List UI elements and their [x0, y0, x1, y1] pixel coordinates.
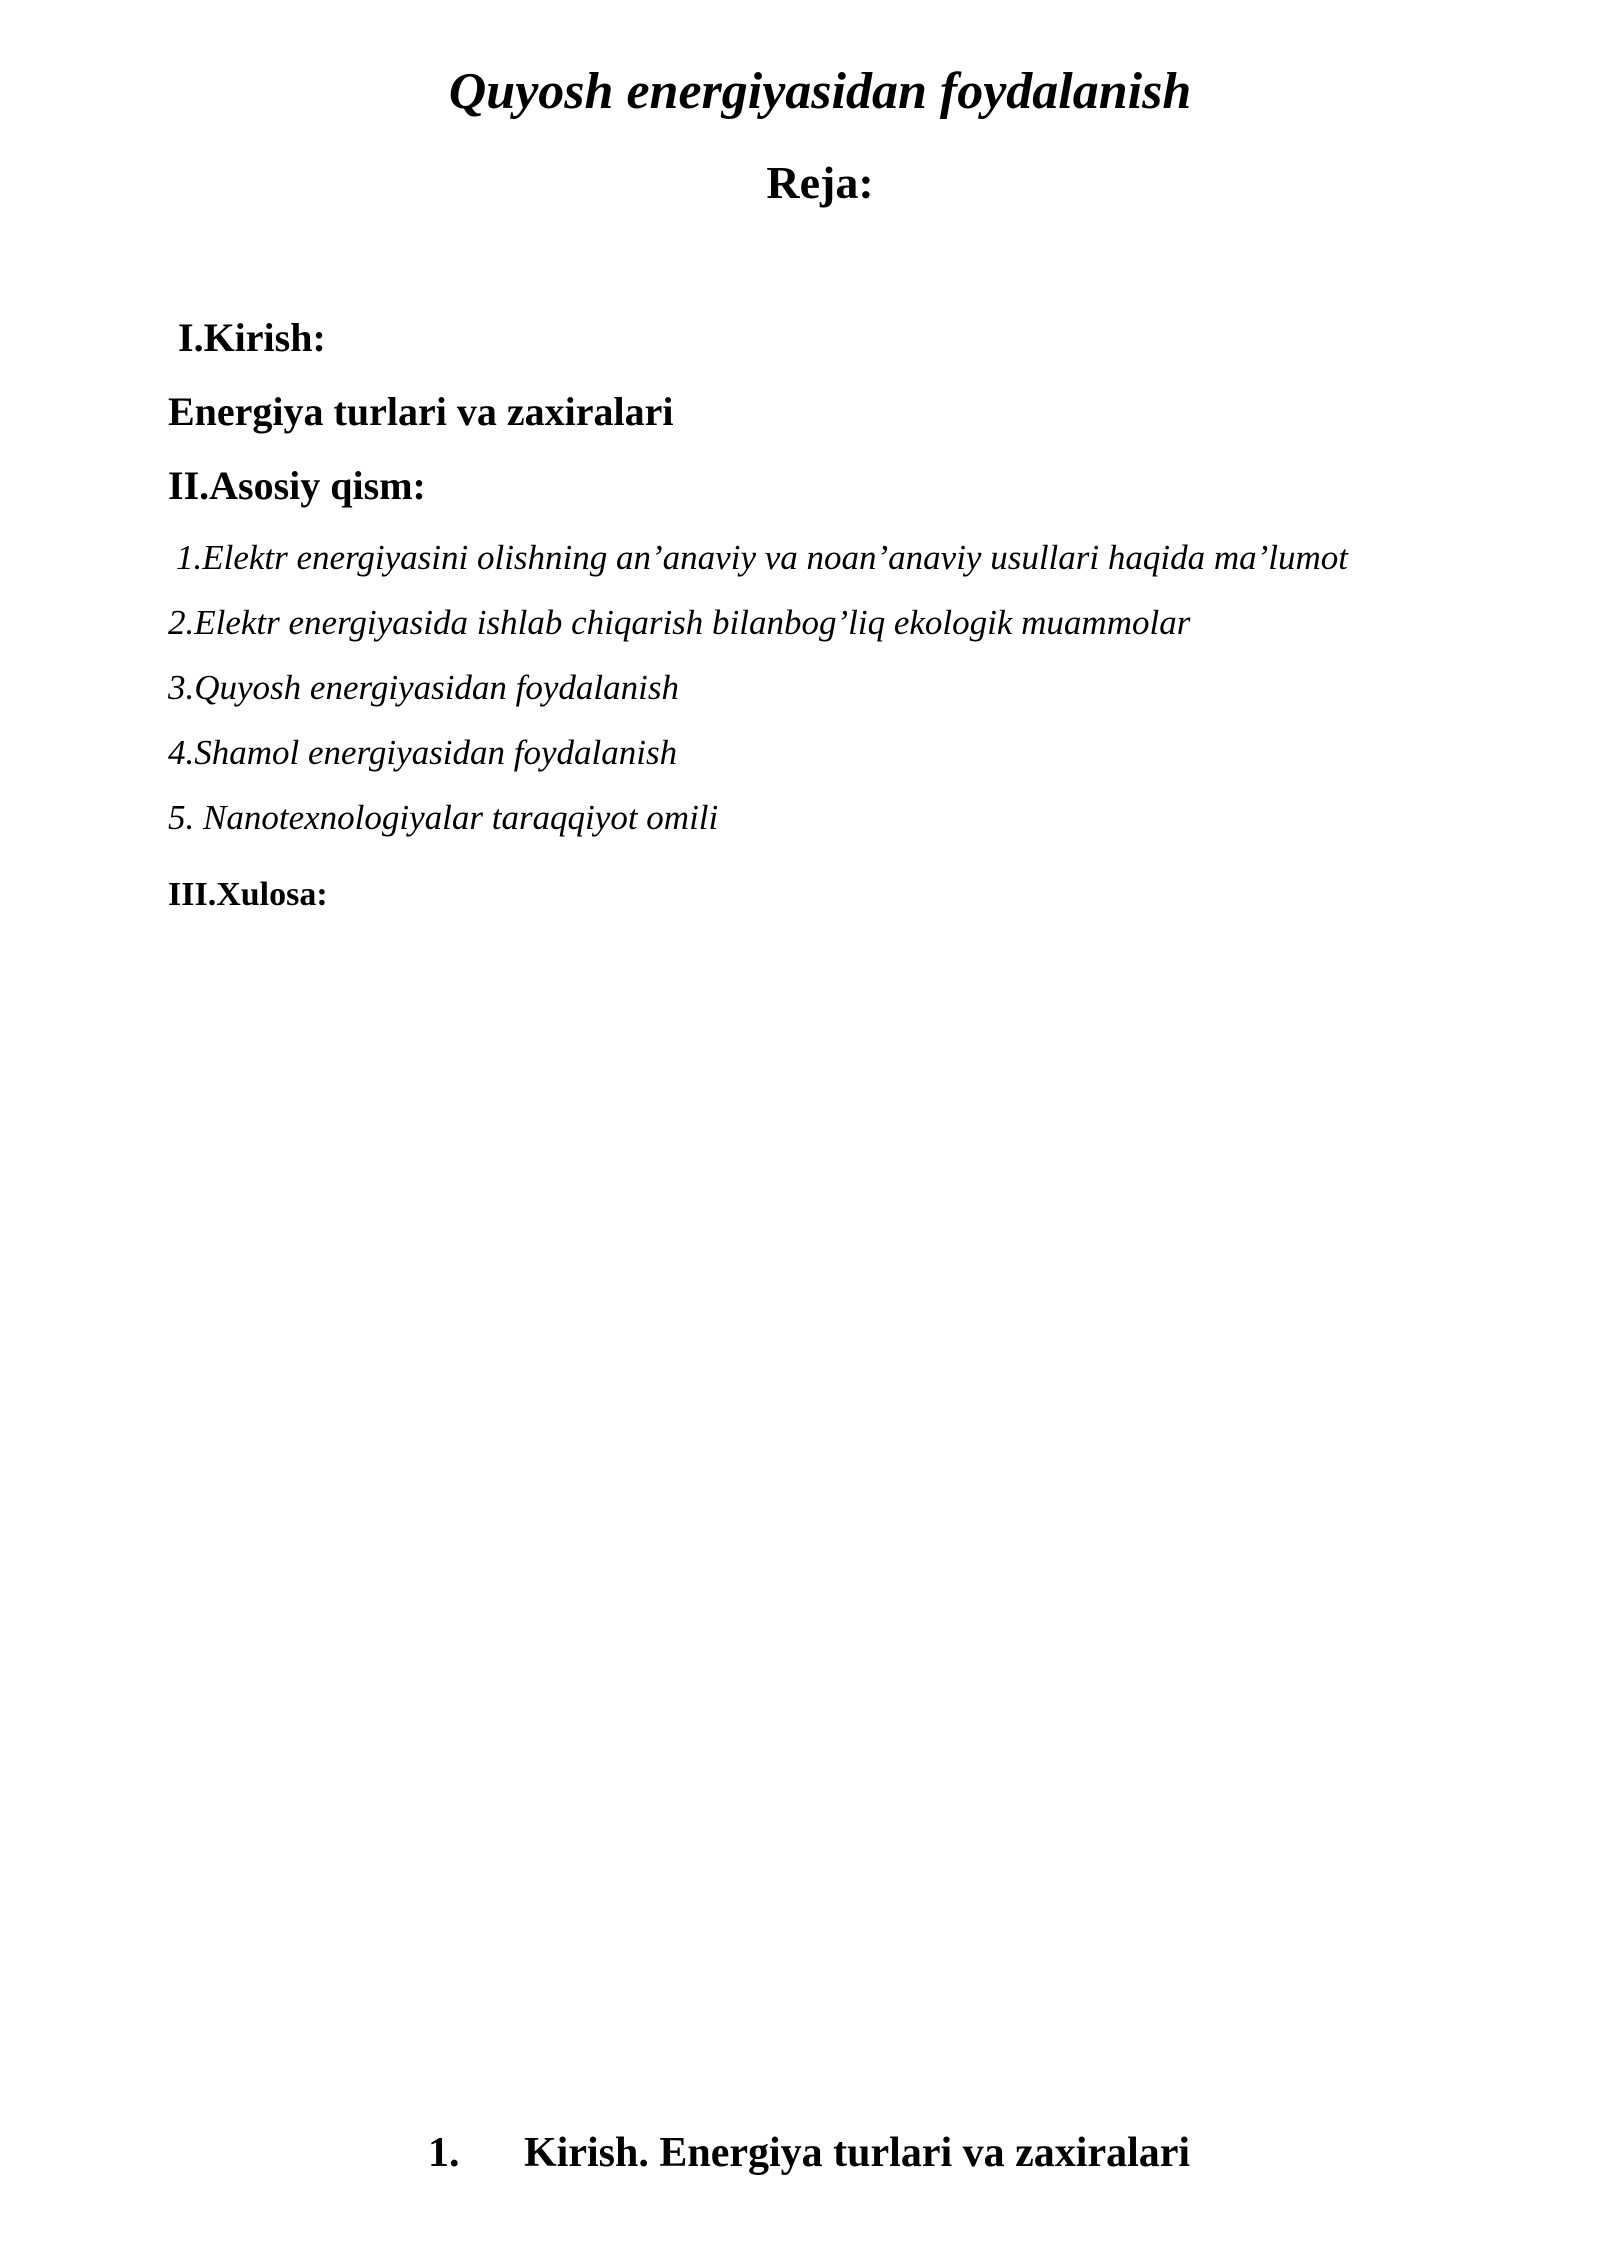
section-number: 1. — [428, 2130, 460, 2176]
plan-item-2: 2.Elektr energiyasida ishlab chiqarish bilanbog’liq ekologik muammolar — [168, 603, 1191, 642]
plan-item-1: 1.Elektr energiyasini olishning an’anaviy va noan’anaviy usullari haqida ma’lumot — [176, 538, 1349, 577]
plan-item-4: 4.Shamol energiyasidan foydalanish — [168, 733, 678, 772]
intro-topic: Energiya turlari va zaxiralari — [168, 389, 674, 434]
plan-item-5: 5. Nanotexnologiyalar taraqqiyot omili — [168, 798, 719, 837]
intro-heading: I.Kirish: — [178, 315, 326, 360]
plan-item-3: 3.Quyosh energiyasidan foydalanish — [168, 668, 680, 707]
section-title: Kirish. Energiya turlari va zaxiralari — [524, 2130, 1191, 2176]
main-part-heading: II.Asosiy qism: — [168, 463, 426, 508]
document-title: Quyosh energiyasidan foydalanish — [448, 63, 1192, 120]
conclusion-heading: III.Xulosa: — [168, 876, 328, 913]
plan-heading: Reja: — [766, 157, 874, 208]
